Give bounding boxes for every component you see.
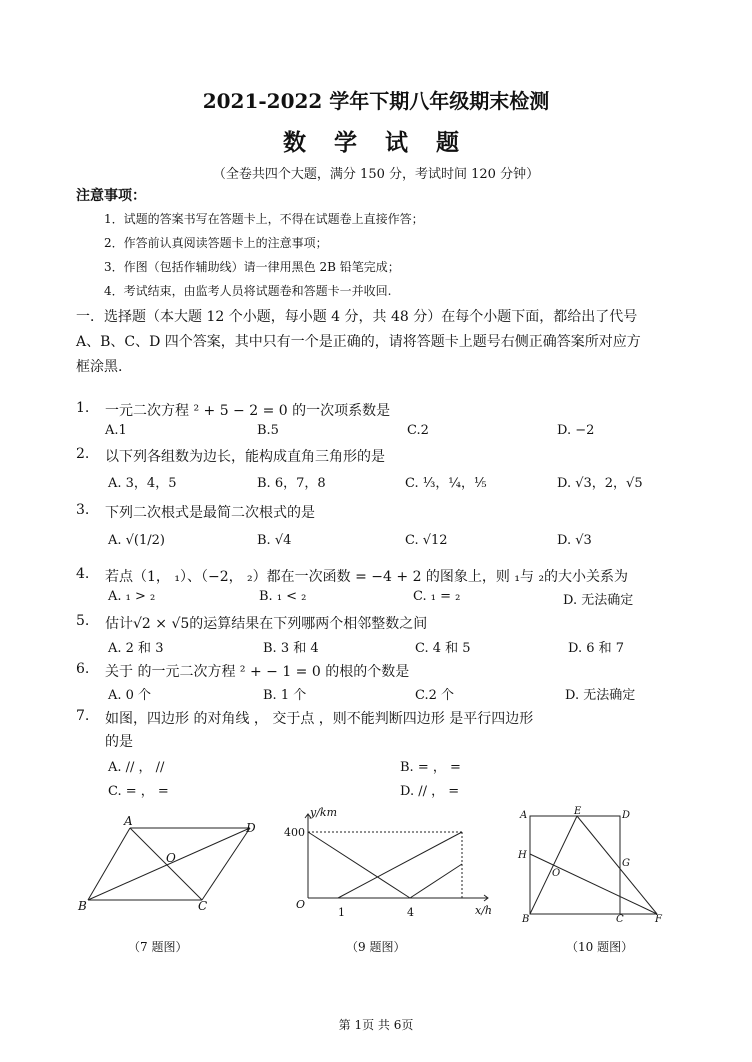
label-c: C xyxy=(198,899,208,913)
option-b: B. 1 个 xyxy=(263,688,307,703)
figure-10-square xyxy=(512,804,672,924)
question-text: 下列二次根式是最简二次根式的是 xyxy=(105,505,315,521)
line-ascending xyxy=(338,832,462,898)
exam-subtitle: （全卷共四个大题，满分 150 分，考试时间 120 分钟） xyxy=(212,167,540,182)
option-b: B.5 xyxy=(257,423,279,438)
square-abcd xyxy=(530,816,620,914)
question-number: 7. xyxy=(76,708,90,724)
note-item: 2．作答前认真阅读答题卡上的注意事项； xyxy=(104,236,328,250)
question-number: 4. xyxy=(76,566,90,582)
label-a: A xyxy=(124,814,133,828)
option-a: A. 3，4，5 xyxy=(108,476,177,491)
label-h: H xyxy=(518,850,527,861)
option-c: C.2 个 xyxy=(415,688,455,703)
option-a: A. 2 和 3 xyxy=(108,641,164,656)
question-text: 若点（1， ₁）、（−2， ₂）都在一次函数 = −4 + 2 的图象上，则 ₁与 ₂的大小关系为 xyxy=(105,569,629,585)
y-axis-label: y/km xyxy=(310,806,338,819)
label-f: F xyxy=(655,914,662,924)
note-item: 3．作图（包括作辅助线）请一律用黑色 2B 铅笔完成； xyxy=(104,260,400,274)
question-text: 如图，四边形 的对角线 ， 交于点 ，则不能判断四边形 是平行四边形 xyxy=(105,711,534,727)
question-text-continued: 的是 xyxy=(105,734,133,750)
label-b: B xyxy=(522,914,530,924)
option-d: D. 无法确定 xyxy=(563,593,634,608)
y-tick-400: 400 xyxy=(284,826,305,839)
option-d: D. √3，2，√5 xyxy=(557,476,643,491)
option-d: D. 无法确定 xyxy=(565,688,636,703)
label-b: B xyxy=(78,899,87,913)
page-footer: 第 1页 共 6页 xyxy=(338,1018,414,1032)
question-number: 1. xyxy=(76,400,90,416)
note-item: 1．试题的答案书写在答题卡上，不得在试题卷上直接作答； xyxy=(104,212,424,226)
label-d: D xyxy=(246,821,256,835)
question-number: 2. xyxy=(76,446,90,462)
x-tick-4: 4 xyxy=(407,906,414,919)
option-a: A. √(1/2) xyxy=(108,533,166,548)
figure-10-caption: （10 题图） xyxy=(566,940,634,954)
question-number: 6. xyxy=(76,661,90,677)
option-d: D. 6 和 7 xyxy=(568,641,625,656)
option-b: B. = ， = xyxy=(400,760,461,775)
label-e: E xyxy=(574,806,582,817)
option-b: B. √4 xyxy=(257,533,292,548)
option-c: C.2 xyxy=(407,423,429,438)
option-a: A. 0 个 xyxy=(108,688,152,703)
option-b: B. ₁ < ₂ xyxy=(259,589,307,604)
section-intro-line: 一．选择题（本大题 12 个小题，每小题 4 分，共 48 分）在每个小题下面，都给出了代号 xyxy=(76,309,638,325)
label-o: O xyxy=(552,868,561,879)
figure-9-graph xyxy=(282,806,492,924)
edge-ab xyxy=(88,828,130,900)
question-text: 以下列各组数为边长，能构成直角三角形的是 xyxy=(105,449,385,465)
option-c: C. ₁ = ₂ xyxy=(413,589,461,604)
line-return xyxy=(410,864,462,898)
question-text: 关于 的一元二次方程 ² + − 1 = 0 的根的个数是 xyxy=(105,664,410,680)
option-c: C. √12 xyxy=(405,533,448,548)
option-d: D. √3 xyxy=(557,533,592,548)
question-text: 一元二次方程 ² + 5 − 2 = 0 的一次项系数是 xyxy=(105,403,391,419)
option-a: A. ₁ > ₂ xyxy=(108,589,156,604)
option-b: B. 3 和 4 xyxy=(263,641,319,656)
section-intro-line: 框涂黑. xyxy=(76,359,123,375)
exam-title: 2021-2022 学年下期八年级期末检测 xyxy=(202,89,550,113)
label-g: G xyxy=(622,858,630,869)
note-item: 4．考试结束，由监考人员将试题卷和答题卡一并收回. xyxy=(104,284,392,298)
line-descending xyxy=(308,832,410,898)
section-intro-line: A、B、C、D 四个答案，其中只有一个是正确的，请将答题卡上题号右侧正确答案所对应方 xyxy=(76,334,641,350)
question-number: 3. xyxy=(76,502,90,518)
segment-hf xyxy=(530,854,657,914)
figure-7-parallelogram xyxy=(72,812,272,922)
x-axis-label: x/h xyxy=(475,904,492,917)
option-d: D. −2 xyxy=(557,423,595,438)
option-c: C. = ， = xyxy=(108,784,169,799)
label-o: O xyxy=(166,851,176,865)
option-c: C. ⅓，¼，⅕ xyxy=(405,476,487,491)
option-c: C. 4 和 5 xyxy=(415,641,471,656)
option-a: A. // ， // xyxy=(108,760,165,775)
option-a: A.1 xyxy=(105,423,127,438)
subject-title: 数 学 试 题 xyxy=(282,129,470,156)
figure-9-caption: （9 题图） xyxy=(346,940,406,954)
notes-heading: 注意事项： xyxy=(76,188,146,204)
option-b: B. 6，7，8 xyxy=(257,476,326,491)
origin-label: O xyxy=(296,898,306,911)
question-text: 估计√2 × √5的运算结果在下列哪两个相邻整数之间 xyxy=(105,616,428,632)
label-c: C xyxy=(616,914,624,924)
segment-ef xyxy=(577,816,657,914)
label-d: D xyxy=(622,810,631,821)
label-a: A xyxy=(520,810,528,821)
x-tick-1: 1 xyxy=(338,906,345,919)
figure-7-caption: （7 题图） xyxy=(128,940,188,954)
question-number: 5. xyxy=(76,613,90,629)
option-d: D. // ， = xyxy=(400,784,460,799)
